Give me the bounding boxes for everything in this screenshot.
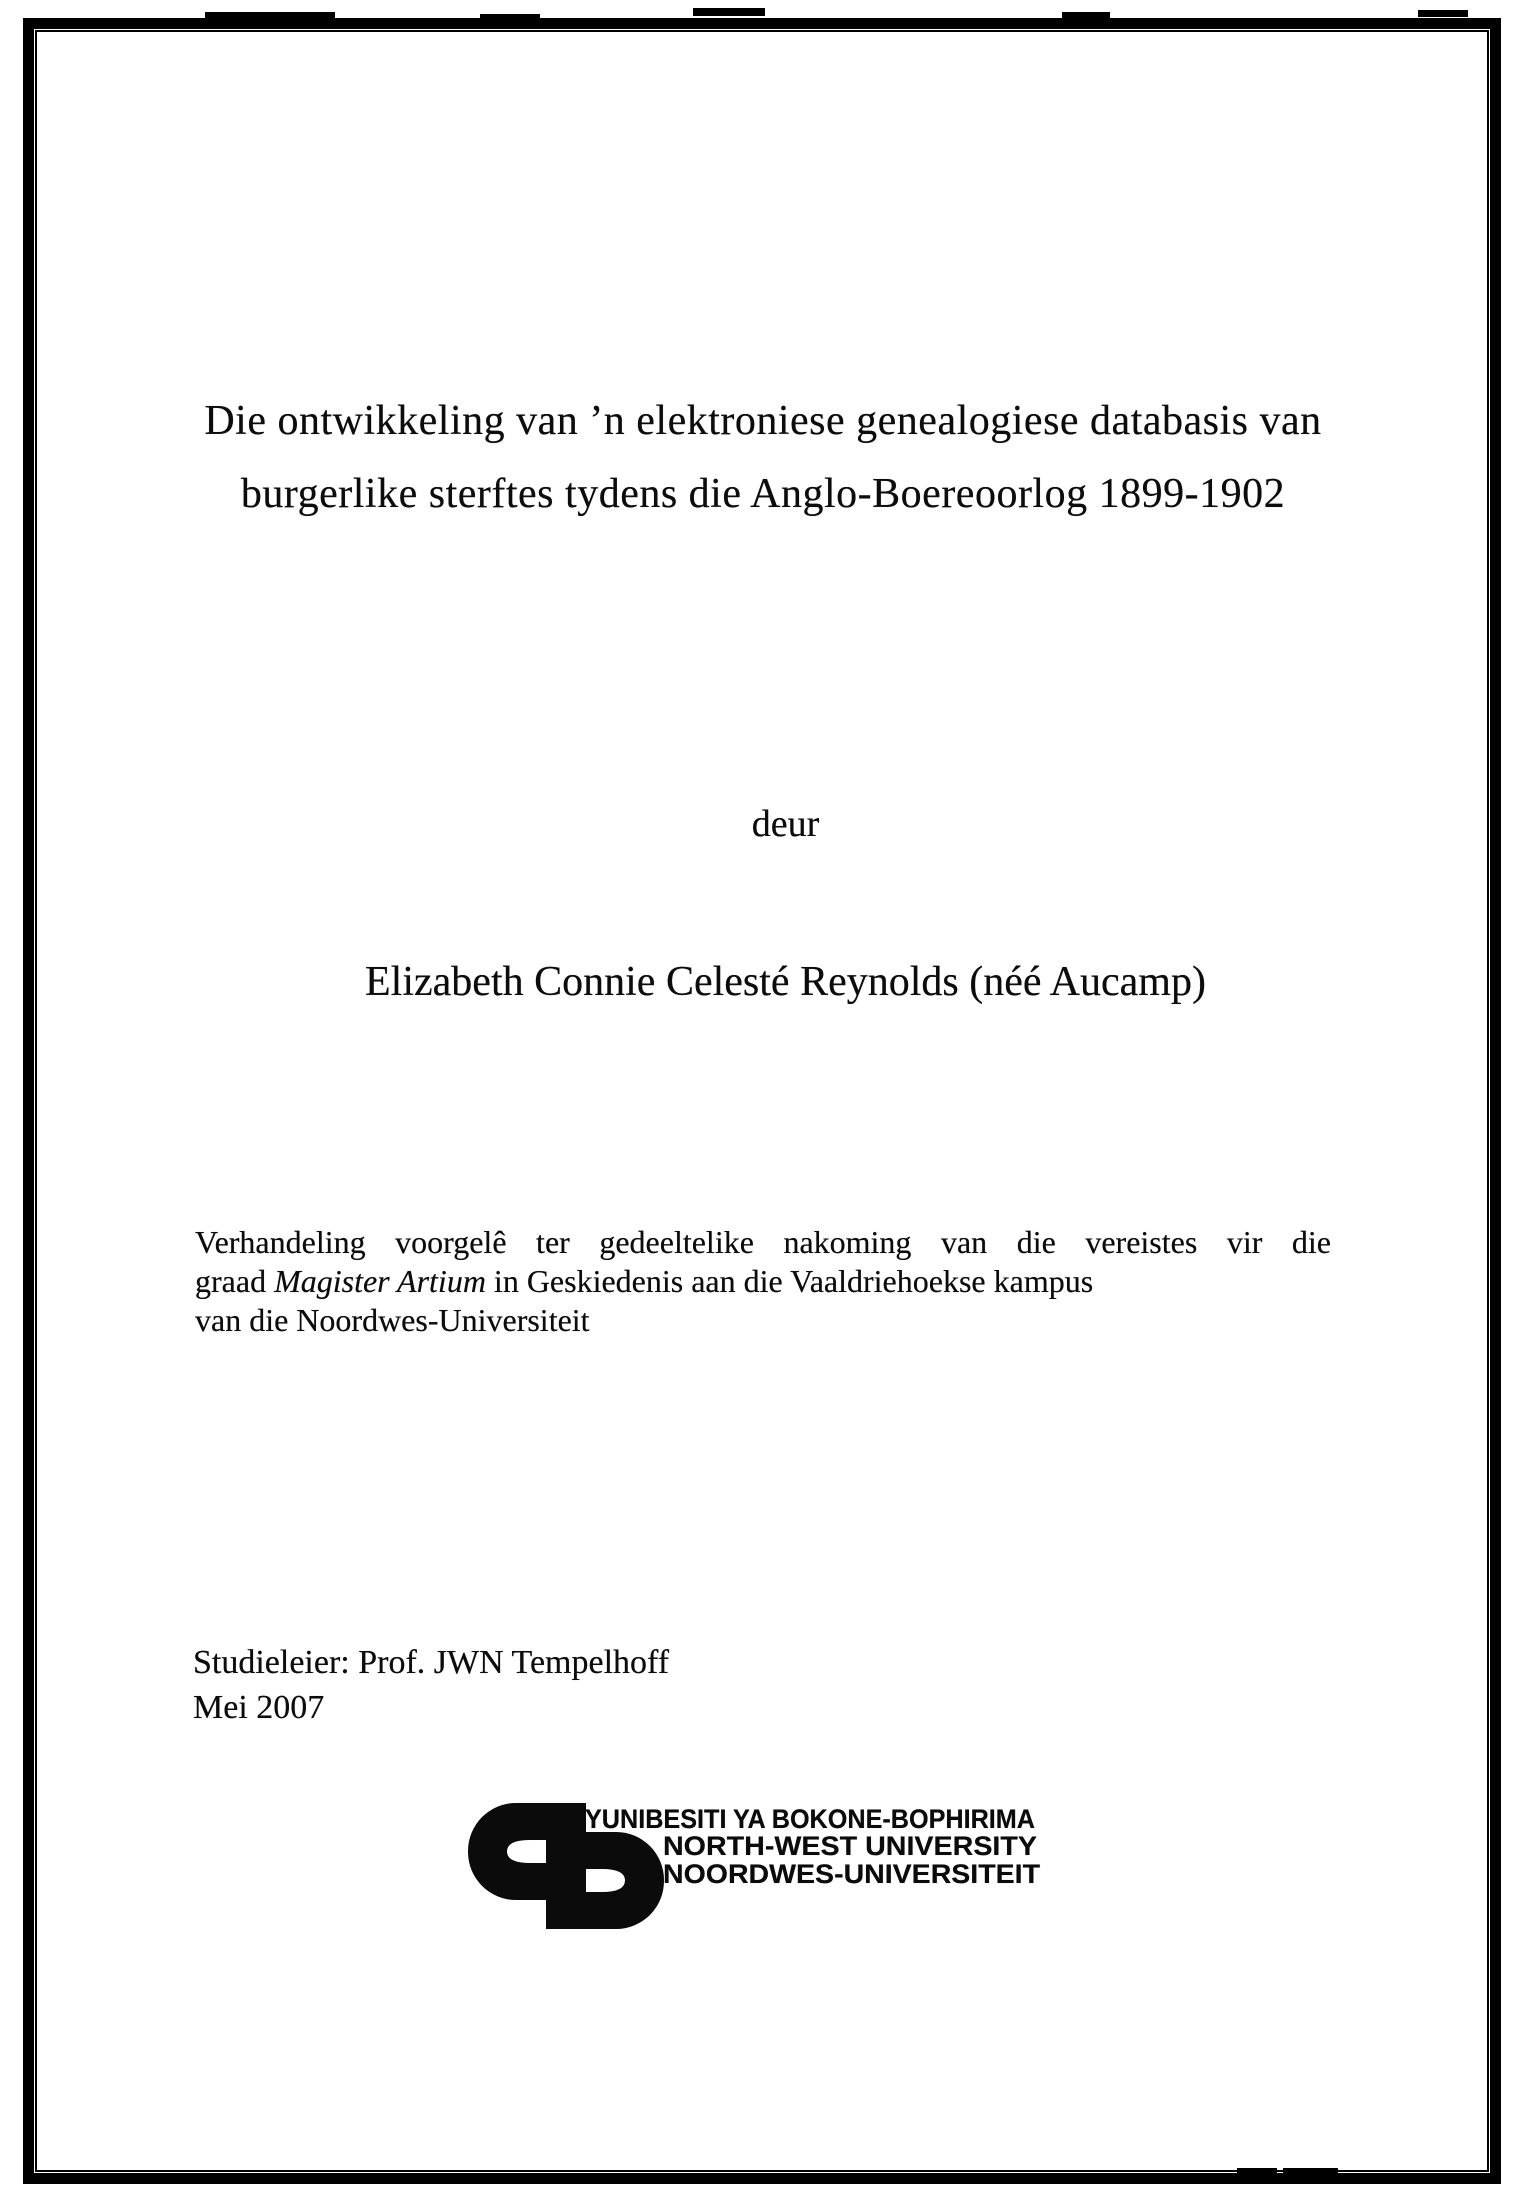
thesis-statement <box>195 1223 1331 1340</box>
statement-line2 <box>195 1262 1331 1301</box>
statement-line1: Verhandeling voorgelê ter gedeeltelike nakoming van die vereistes vir die <box>195 1224 1331 1260</box>
date-line: Mei 2007 <box>193 1689 325 1726</box>
logo-text-afrikaans: NOORDWES-UNIVERSITEIT <box>663 1859 1041 1889</box>
thesis-title <box>195 385 1331 531</box>
author-name: Elizabeth Connie Celesté Reynolds (néé Aucamp) <box>365 959 1206 1005</box>
thesis-title-line2: burgerlike sterftes tydens die Anglo-Boereoorlog 1899-1902 <box>240 471 1286 517</box>
thesis-title-line1: Die ontwikkeling van ’n elektroniese genealogiese databasis van <box>204 398 1322 444</box>
supervisor-block <box>193 1640 669 1730</box>
logo-text-setswana: YUNIBESITI YA BOKONE-BOPHIRIMA <box>585 1804 1035 1834</box>
statement-line3: van die Noordwes-Universiteit <box>195 1302 590 1338</box>
degree-name: Magister Artium <box>274 1263 486 1299</box>
supervisor-line: Studieleier: Prof. JWN Tempelhoff <box>193 1644 670 1681</box>
logo-text-english: NORTH-WEST UNIVERSITY <box>663 1831 1037 1861</box>
statement-line2-suffix: in Geskiedenis aan die Vaaldriehoekse kampus <box>485 1263 1094 1299</box>
nwu-logo <box>468 1800 1048 1932</box>
scan-artifact <box>1418 10 1468 17</box>
statement-line2-prefix: graad <box>195 1263 275 1299</box>
scan-artifact <box>693 8 765 16</box>
byline-deur: deur <box>751 803 820 845</box>
